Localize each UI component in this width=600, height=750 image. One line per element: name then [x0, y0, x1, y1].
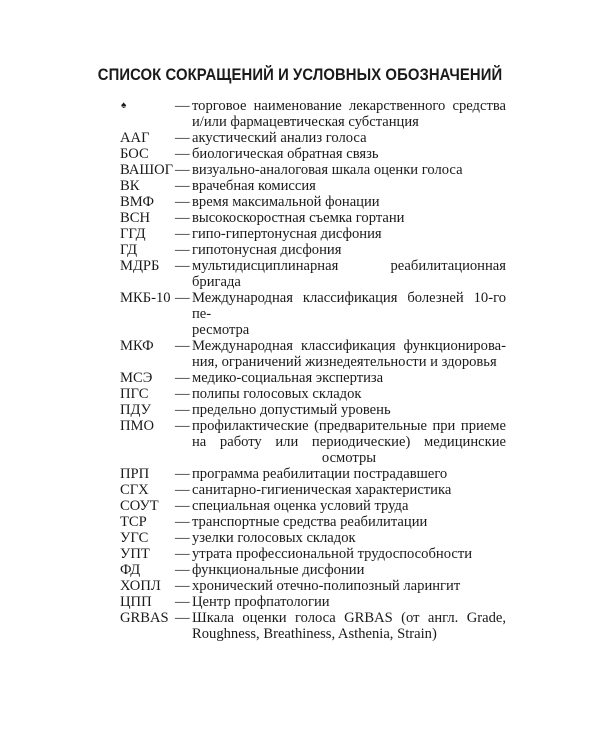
definition-line: врачебная комиссия: [192, 178, 316, 194]
abbreviation-definition: [192, 514, 506, 530]
trade-name-symbol: ♠: [121, 100, 127, 111]
abbreviation-entry: [120, 194, 506, 210]
abbreviation-entry: [120, 258, 506, 290]
definition-line: ресмотра: [192, 322, 250, 338]
definition-line: программа реабилитации пострадавшего: [192, 466, 448, 482]
em-dash: —: [175, 578, 190, 594]
definition-line: медико-социальная экспертиза: [192, 370, 384, 386]
abbreviation-list: [120, 98, 506, 642]
abbreviation-entry: [120, 594, 506, 610]
abbreviation-term: ФД: [120, 562, 141, 578]
definition-line: высокоскоростная съемка гортани: [192, 210, 405, 226]
abbreviation-term: СГХ: [120, 482, 149, 498]
abbreviation-term: GRBAS: [120, 610, 169, 626]
em-dash: —: [175, 514, 190, 530]
definition-line: гипо-гипертонусная дисфония: [192, 226, 382, 242]
definition-line: осмотры: [321, 450, 377, 466]
abbreviation-term: МСЭ: [120, 370, 153, 386]
abbreviation-definition: [192, 98, 506, 130]
abbreviation-term: МДРБ: [120, 258, 160, 274]
em-dash: —: [175, 338, 190, 354]
abbreviation-definition: [192, 338, 506, 370]
abbreviation-term: УПТ: [120, 546, 150, 562]
definition-line: полипы голосовых складок: [192, 386, 362, 402]
abbreviation-term: ПРП: [120, 466, 150, 482]
abbreviation-definition: [192, 402, 506, 418]
abbreviation-term: ГГД: [120, 226, 146, 242]
em-dash: —: [175, 610, 190, 626]
abbreviation-entry: [120, 386, 506, 402]
abbreviation-entry: [120, 498, 506, 514]
em-dash: —: [175, 402, 190, 418]
definition-line: Центр профпатологии: [192, 594, 330, 610]
abbreviation-term: ГД: [120, 242, 138, 258]
abbreviation-definition: [192, 610, 506, 642]
definition-line: транспортные средства реабилитации: [192, 514, 428, 530]
definition-line: Шкала оценки голоса GRBAS (от англ. Grade,: [192, 610, 506, 626]
abbreviation-entry: [120, 242, 506, 258]
abbreviation-entry: [120, 370, 506, 386]
abbreviation-term: ВК: [120, 178, 140, 194]
abbreviation-definition: [192, 178, 506, 194]
definition-line: и/или фармацевтическая субстанция: [192, 114, 419, 130]
abbreviation-definition: [192, 258, 506, 290]
abbreviation-definition: [192, 562, 506, 578]
em-dash: —: [175, 466, 190, 482]
abbreviation-entry: [120, 514, 506, 530]
em-dash: —: [175, 498, 190, 514]
abbreviation-entry: [120, 402, 506, 418]
definition-line: предельно допустимый уровень: [192, 402, 391, 418]
abbreviation-entry: [120, 418, 506, 466]
definition-line: профилактические (предварительные при приеме: [192, 418, 506, 434]
abbreviation-entry: [120, 98, 506, 130]
definition-line: торговое наименование лекарственного средства: [192, 98, 506, 114]
em-dash: —: [175, 290, 190, 306]
abbreviation-term: ВАШОГ: [120, 162, 174, 178]
em-dash: —: [175, 594, 190, 610]
definition-line: Международная классификация болезней 10-го пе-: [192, 290, 506, 322]
abbreviation-entry: [120, 178, 506, 194]
abbreviation-definition: [192, 370, 506, 386]
em-dash: —: [175, 210, 190, 226]
abbreviation-term: ААГ: [120, 130, 150, 146]
abbreviation-definition: [192, 578, 506, 594]
em-dash: —: [175, 98, 190, 114]
abbreviation-definition: [192, 210, 506, 226]
abbreviation-definition: [192, 530, 506, 546]
em-dash: —: [175, 146, 190, 162]
em-dash: —: [175, 546, 190, 562]
definition-line: время максимальной фонации: [192, 194, 380, 210]
abbreviation-term: СОУТ: [120, 498, 159, 514]
abbreviation-definition: [192, 546, 506, 562]
abbreviation-definition: [192, 386, 506, 402]
abbreviation-definition: [192, 498, 506, 514]
definition-line: специальная оценка условий труда: [192, 498, 409, 514]
abbreviation-term: ТСР: [120, 514, 147, 530]
abbreviation-term: ПДУ: [120, 402, 152, 418]
definition-line: биологическая обратная связь: [192, 146, 379, 162]
abbreviation-definition: [192, 594, 506, 610]
em-dash: —: [175, 530, 190, 546]
abbreviation-entry: [120, 578, 506, 594]
abbreviation-definition: [192, 130, 506, 146]
abbreviation-definition: [192, 418, 506, 466]
abbreviation-definition: [192, 194, 506, 210]
definition-line: Roughness, Breathiness, Asthenia, Strain): [192, 626, 437, 642]
abbreviation-entry: [120, 130, 506, 146]
definition-line: санитарно-гигиеническая характеристика: [192, 482, 452, 498]
abbreviation-definition: [192, 226, 506, 242]
abbreviation-entry: [120, 338, 506, 370]
abbreviation-term: МКФ: [120, 338, 154, 354]
em-dash: —: [175, 482, 190, 498]
definition-line: визуально-аналоговая шкала оценки голоса: [192, 162, 463, 178]
abbreviation-definition: [192, 290, 506, 338]
abbreviation-term: ПГС: [120, 386, 149, 402]
page-title: СПИСОК СОКРАЩЕНИЙ И УСЛОВНЫХ ОБОЗНАЧЕНИЙ: [97, 66, 503, 84]
abbreviation-definition: [192, 162, 506, 178]
abbreviation-term: ПМО: [120, 418, 155, 434]
abbreviation-term: БОС: [120, 146, 149, 162]
em-dash: —: [175, 562, 190, 578]
abbreviation-term: МКБ-10: [120, 290, 171, 306]
abbreviation-entry: [120, 466, 506, 482]
em-dash: —: [175, 194, 190, 210]
abbreviation-term: ЦПП: [120, 594, 152, 610]
abbreviation-term: ВСН: [120, 210, 151, 226]
abbreviation-term: ВМФ: [120, 194, 155, 210]
abbreviation-entry: [120, 290, 506, 338]
abbreviation-definition: [192, 466, 506, 482]
abbreviation-entry: [120, 226, 506, 242]
abbreviation-entry: [120, 530, 506, 546]
abbreviation-definition: [192, 146, 506, 162]
em-dash: —: [175, 130, 190, 146]
em-dash: —: [175, 418, 190, 434]
abbreviation-definition: [192, 482, 506, 498]
abbreviation-entry: [120, 210, 506, 226]
definition-line: функциональные дисфонии: [192, 562, 365, 578]
definition-line: на работу или периодические) медицинские: [192, 434, 506, 450]
abbreviation-entry: [120, 562, 506, 578]
em-dash: —: [175, 258, 190, 274]
definition-line: гипотонусная дисфония: [192, 242, 342, 258]
em-dash: —: [175, 242, 190, 258]
abbreviation-entry: [120, 146, 506, 162]
em-dash: —: [175, 370, 190, 386]
abbreviation-entry: [120, 482, 506, 498]
em-dash: —: [175, 386, 190, 402]
definition-line: Международная классификация функционирова-: [192, 338, 506, 354]
em-dash: —: [175, 178, 190, 194]
abbreviation-entry: [120, 610, 506, 642]
definition-line: утрата профессиональной трудоспособности: [192, 546, 473, 562]
definition-line: узелки голосовых складок: [192, 530, 356, 546]
em-dash: —: [175, 162, 190, 178]
definition-line: хронический отечно-полипозный ларингит: [192, 578, 461, 594]
em-dash: —: [175, 226, 190, 242]
abbreviation-term: [120, 98, 175, 114]
abbreviation-term: ХОПЛ: [120, 578, 161, 594]
abbreviation-term: УГС: [120, 530, 149, 546]
definition-line: ния, ограничений жизнедеятельности и здоровья: [192, 354, 497, 370]
definition-line: мультидисциплинарная реабилитационная бригада: [192, 258, 506, 290]
abbreviation-entry: [120, 162, 506, 178]
abbreviation-definition: [192, 242, 506, 258]
definition-line: акустический анализ голоса: [192, 130, 367, 146]
abbreviation-entry: [120, 546, 506, 562]
